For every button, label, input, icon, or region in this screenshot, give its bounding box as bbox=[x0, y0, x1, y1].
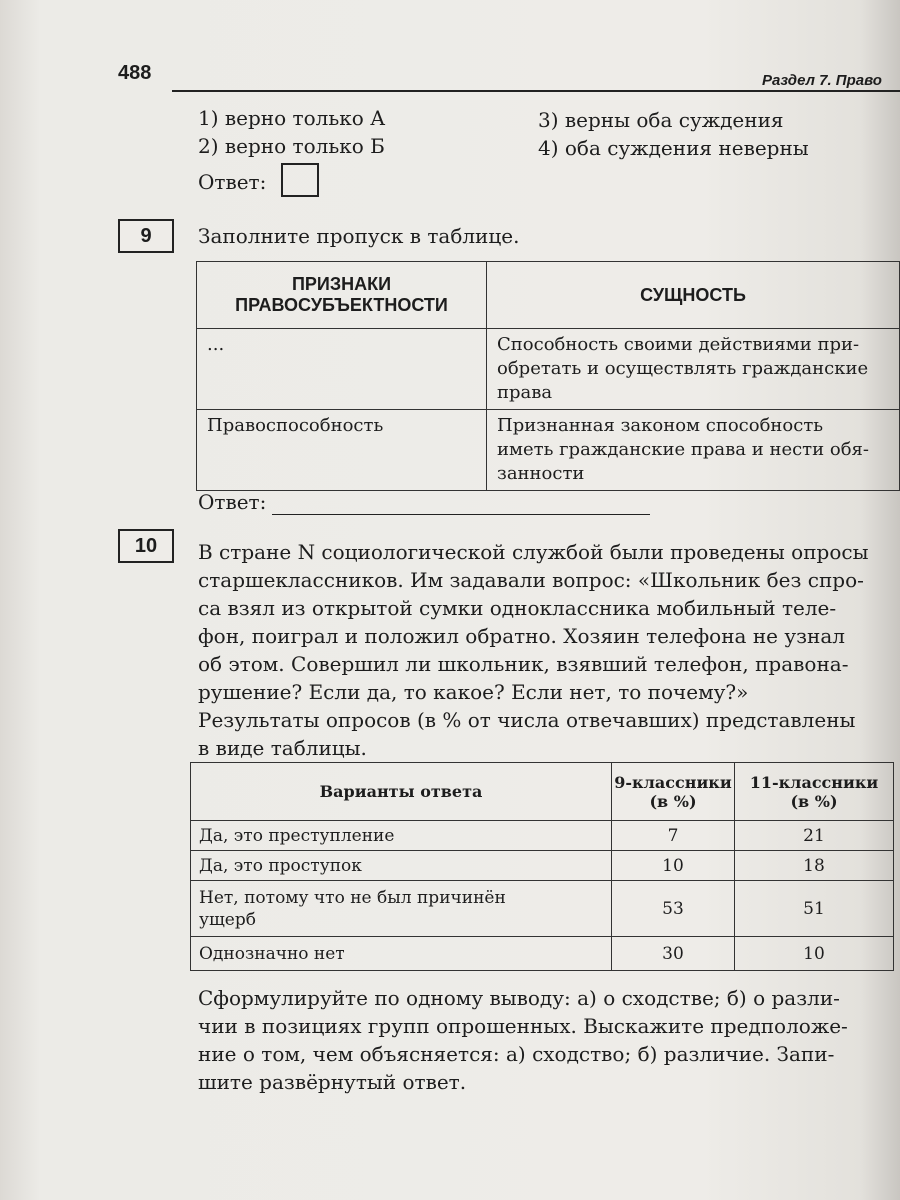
column-header-grade11: 11-классники (в %) bbox=[735, 763, 894, 821]
page-number: 488 bbox=[118, 62, 152, 84]
table-row: Однозначно нет 30 10 bbox=[191, 937, 894, 971]
column-header-grade9: 9-классники (в %) bbox=[612, 763, 735, 821]
option-2: 2) верно только Б bbox=[198, 134, 385, 158]
column-header-essence: СУЩНОСТЬ bbox=[487, 262, 900, 329]
table-row bbox=[197, 329, 900, 410]
column-header-signs: ПРИЗНАКИ ПРАВОСУБЪЕКТНОСТИ bbox=[197, 262, 487, 329]
task-number-10: 10 bbox=[118, 529, 174, 563]
sign-cell: Правоспособность bbox=[197, 410, 487, 491]
essence-cell: Способность своими действиями при- обретать и осуществлять гражданские права bbox=[487, 329, 900, 410]
survey-results-table bbox=[190, 762, 894, 971]
task-10-text: В стране N социологической службой были проведены опросы старшеклассников. Им задавали вопрос: «Школьник без спро- са взял из открытой сумки одноклассника мобильный теле- фон, поиграл и положил обратно. Хозяин телефона не узнал об этом. Совершил ли школьник, взявший телефон, правона- рушение? Если да, то какое? Если нет, то почему?» Результаты опросов (в % от числа отвечавших) представлены в виде таблицы. bbox=[198, 540, 869, 760]
essence-cell: Признанная законом способность иметь гражданские права и нести обя- занности bbox=[487, 410, 900, 491]
blank-cell[interactable]: ... bbox=[197, 329, 487, 410]
task-number-9: 9 bbox=[118, 219, 174, 253]
option-3: 3) верны оба суждения bbox=[538, 108, 784, 132]
task-10-conclusion: Сформулируйте по одному выводу: а) о сходстве; б) о разли- чии в позициях групп опрошенных. Выскажите предположе- ние о том, чем объясняется: а) сходство; б) различие. Запи- шите развёрнутый ответ. bbox=[198, 986, 848, 1094]
section-title: Раздел 7. Право bbox=[762, 72, 882, 89]
answer-line-9[interactable] bbox=[272, 514, 650, 515]
table-row: Да, это проступок 10 18 bbox=[191, 851, 894, 881]
answer-label-9: Ответ: bbox=[198, 490, 267, 514]
header-rule bbox=[172, 90, 900, 92]
option-1: 1) верно только А bbox=[198, 106, 386, 130]
table-row bbox=[197, 410, 900, 491]
option-4: 4) оба суждения неверны bbox=[538, 136, 809, 160]
column-header-options: Варианты ответа bbox=[191, 763, 612, 821]
legal-capacity-table bbox=[196, 261, 900, 491]
answer-label-8: Ответ: bbox=[198, 170, 267, 194]
table-row: Да, это преступление 7 21 bbox=[191, 821, 894, 851]
table-row: Нет, потому что не был причинён ущерб 53 51 bbox=[191, 881, 894, 937]
task-9-prompt: Заполните пропуск в таблице. bbox=[198, 224, 520, 248]
answer-box-8[interactable] bbox=[281, 163, 319, 197]
